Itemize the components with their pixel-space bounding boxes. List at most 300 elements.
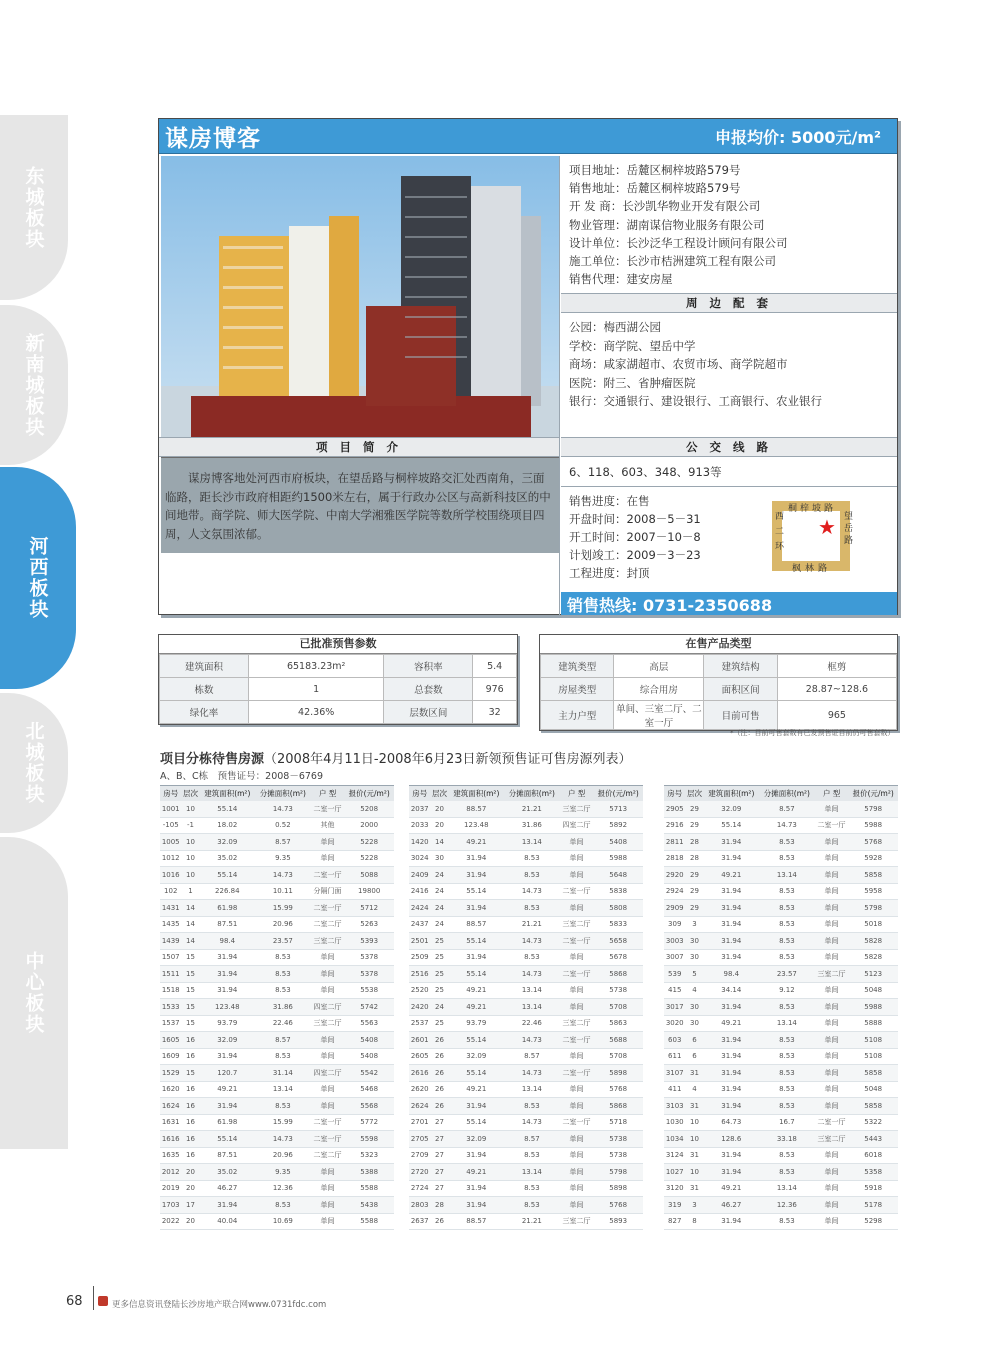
map-road-bottom: 枫林路	[792, 564, 832, 574]
tab-zhongxin[interactable]	[0, 837, 68, 1149]
table-row	[409, 1197, 643, 1214]
table-row	[409, 817, 643, 834]
param-value: 65183.23m²	[248, 655, 383, 678]
table-cell: 87.51	[200, 916, 256, 933]
table-cell: 1537	[160, 1015, 181, 1032]
table-cell: 5323	[344, 1147, 394, 1164]
table-row	[160, 867, 394, 884]
table-cell: 8.53	[255, 949, 311, 966]
table-cell: 16	[181, 1048, 199, 1065]
table-cell: 31.94	[449, 1180, 505, 1197]
table-cell: 55.14	[449, 966, 505, 983]
table-cell: 8.53	[504, 1197, 560, 1214]
table-cell: 单间	[560, 999, 594, 1016]
table-cell: 10	[181, 850, 199, 867]
table-cell: 13.14	[504, 1081, 560, 1098]
table-cell: 30	[685, 1015, 703, 1032]
table-row	[409, 1213, 643, 1230]
table-row	[664, 933, 898, 950]
table-cell: 单间	[311, 1197, 345, 1214]
table-cell: 27	[430, 1131, 448, 1148]
tab-label: 北城板块	[22, 721, 45, 805]
table-cell: 1431	[160, 900, 181, 917]
param-value: 框剪	[777, 655, 896, 678]
table-cell: 5378	[344, 966, 394, 983]
table-row	[409, 1065, 643, 1082]
param-key: 建筑类型	[541, 655, 614, 678]
table-cell: 5708	[593, 1048, 643, 1065]
project-card	[158, 118, 898, 615]
table-cell: 2818	[664, 850, 685, 867]
table-cell: 单间	[311, 949, 345, 966]
location-star-icon: ★	[818, 515, 836, 539]
table-cell: 31.94	[704, 1147, 760, 1164]
table-cell: 6018	[848, 1147, 898, 1164]
table-cell: 1027	[664, 1164, 685, 1181]
table-cell: 93.79	[200, 1015, 256, 1032]
table-cell: 3003	[664, 933, 685, 950]
table-cell: 5438	[344, 1197, 394, 1214]
table-cell: 单间	[815, 1098, 849, 1115]
footnote: *（注：目前可售套数有已发预售证目前仍可售套数）	[730, 729, 895, 737]
table-cell: 3017	[664, 999, 685, 1016]
table-cell: 2019	[160, 1180, 181, 1197]
table-row	[160, 834, 394, 851]
table-cell: 55.14	[449, 1114, 505, 1131]
table-cell: 5408	[344, 1032, 394, 1049]
table-cell: 单间	[815, 883, 849, 900]
table-cell: 2501	[409, 933, 430, 950]
table-row	[160, 801, 394, 818]
table-cell: 1533	[160, 999, 181, 1016]
table-cell: 29	[685, 867, 703, 884]
table-row	[409, 1147, 643, 1164]
table-cell: 2037	[409, 801, 430, 818]
table-cell: 14.73	[255, 867, 311, 884]
table-cell: 8.53	[759, 1098, 815, 1115]
table-row	[160, 883, 394, 900]
table-header-row	[409, 786, 643, 801]
table-cell: 单间	[560, 949, 594, 966]
table-cell: 31.94	[704, 1081, 760, 1098]
table-cell: 5048	[848, 982, 898, 999]
table-cell: 8.53	[759, 1147, 815, 1164]
listing-table-3	[664, 785, 898, 1230]
table-cell: 31.94	[449, 949, 505, 966]
table-cell: 24	[430, 999, 448, 1016]
table-cell: 23.57	[255, 933, 311, 950]
table-cell: 2509	[409, 949, 430, 966]
table-cell: 3124	[664, 1147, 685, 1164]
tab-label: 河西板块	[26, 536, 49, 620]
table-cell: 31.86	[504, 817, 560, 834]
column-header: 分摊面积(m²)	[504, 786, 560, 801]
table-cell: 13.14	[504, 982, 560, 999]
table-cell: 98.4	[704, 966, 760, 983]
tab-beicheng[interactable]	[0, 693, 68, 833]
table-row	[664, 1197, 898, 1214]
table-row	[409, 1081, 643, 1098]
column-header: 房号	[664, 786, 685, 801]
table-cell: 20	[430, 801, 448, 818]
table-cell: 49.21	[704, 1015, 760, 1032]
table-header-row	[664, 786, 898, 801]
table-cell: 8.53	[759, 1213, 815, 1230]
table-cell: 10	[685, 1114, 703, 1131]
table-row	[664, 850, 898, 867]
table-cell: 46.27	[704, 1197, 760, 1214]
table-cell: 21.21	[504, 801, 560, 818]
table-cell: 1529	[160, 1065, 181, 1082]
table-cell: 8.53	[504, 1098, 560, 1115]
table-cell: 16	[181, 1114, 199, 1131]
products-title: 在售产品类型	[540, 635, 897, 654]
table-cell: 14.73	[504, 1032, 560, 1049]
table-cell: 1635	[160, 1147, 181, 1164]
table-cell: 二室一厅	[311, 900, 345, 917]
table-row	[160, 1065, 394, 1082]
table-cell: 5958	[848, 883, 898, 900]
sales-hotline: 销售热线: 0731-2350688	[561, 592, 897, 615]
table-cell: 3024	[409, 850, 430, 867]
param-value: 28.87~128.6	[777, 678, 896, 701]
table-row	[160, 933, 394, 950]
table-cell: 49.21	[449, 999, 505, 1016]
table-row	[160, 949, 394, 966]
table-cell: 55.14	[449, 1065, 505, 1082]
table-cell: 1034	[664, 1131, 685, 1148]
table-cell: 5768	[848, 834, 898, 851]
table-row	[664, 916, 898, 933]
table-cell: 单间	[560, 982, 594, 999]
table-cell: 27	[430, 1147, 448, 1164]
table-cell: 16	[181, 1131, 199, 1148]
table-cell: 8.57	[759, 801, 815, 818]
presale-params-table	[158, 634, 518, 725]
table-cell: 8.53	[759, 949, 815, 966]
table-cell: 88.57	[449, 916, 505, 933]
table-cell: 28	[685, 834, 703, 851]
param-value: 1	[248, 678, 383, 701]
table-cell: 5358	[848, 1164, 898, 1181]
table-row	[409, 834, 643, 851]
table-cell: 5988	[848, 999, 898, 1016]
table-cell: 22.46	[255, 1015, 311, 1032]
table-cell: 单间	[815, 1032, 849, 1049]
table-row	[664, 966, 898, 983]
table-cell: 88.57	[449, 1213, 505, 1230]
table-cell: 2420	[409, 999, 430, 1016]
table-cell: 5988	[593, 850, 643, 867]
table-cell: 5598	[344, 1131, 394, 1148]
table-cell: 二室一厅	[560, 1065, 594, 1082]
table-cell: 单间	[815, 1048, 849, 1065]
table-cell: 16.7	[759, 1114, 815, 1131]
table-cell: 5928	[848, 850, 898, 867]
table-cell: 5588	[344, 1180, 394, 1197]
table-cell: 1703	[160, 1197, 181, 1214]
table-cell: 5678	[593, 949, 643, 966]
table-cell: 8.57	[504, 1131, 560, 1148]
table-cell: 6	[685, 1032, 703, 1049]
table-cell: 单间	[560, 1098, 594, 1115]
table-cell: 28	[430, 1197, 448, 1214]
table-cell: 单间	[815, 916, 849, 933]
column-header: 户 型	[815, 786, 849, 801]
table-cell: 1507	[160, 949, 181, 966]
table-cell: 31.94	[704, 834, 760, 851]
table-cell: 31.94	[704, 1098, 760, 1115]
table-cell: 单间	[815, 1081, 849, 1098]
table-cell: 611	[664, 1048, 685, 1065]
table-cell: 2033	[409, 817, 430, 834]
table-cell: 55.14	[704, 817, 760, 834]
param-key: 建筑面积	[160, 655, 249, 678]
table-row	[160, 999, 394, 1016]
table-row	[409, 1048, 643, 1065]
table-cell: 1620	[160, 1081, 181, 1098]
table-cell: 2811	[664, 834, 685, 851]
table-cell: 2701	[409, 1114, 430, 1131]
table-cell: 8.53	[759, 850, 815, 867]
table-cell: 26	[430, 1213, 448, 1230]
table-cell: 49.21	[449, 1081, 505, 1098]
table-cell: 14.73	[504, 883, 560, 900]
info-design: 设计单位：长沙泛华工程设计顾问有限公司	[569, 235, 788, 250]
table-cell: 35.02	[200, 1164, 256, 1181]
table-cell: 16	[181, 1147, 199, 1164]
table-cell: 88.57	[449, 801, 505, 818]
table-row	[160, 850, 394, 867]
table-cell: 四室二厅	[560, 817, 594, 834]
table-cell: 31.94	[704, 1048, 760, 1065]
table-row	[664, 1081, 898, 1098]
table-cell: 2409	[409, 867, 430, 884]
table-cell: 14.73	[504, 966, 560, 983]
table-row	[160, 900, 394, 917]
table-row	[664, 1032, 898, 1049]
table-cell: 309	[664, 916, 685, 933]
param-value: 976	[473, 678, 517, 701]
table-cell: 1030	[664, 1114, 685, 1131]
table-cell: 2000	[344, 817, 394, 834]
table-cell: 单间	[560, 850, 594, 867]
table-cell: 31.94	[449, 1147, 505, 1164]
table-cell: 31.94	[200, 949, 256, 966]
table-cell: 5	[685, 966, 703, 983]
table-cell: 6	[685, 1048, 703, 1065]
table-cell: 8.53	[504, 949, 560, 966]
tab-dongcheng[interactable]	[0, 115, 68, 300]
table-cell: 单间	[311, 1164, 345, 1181]
table-cell: 31.14	[255, 1065, 311, 1082]
table-row	[409, 883, 643, 900]
table-cell: 2022	[160, 1213, 181, 1230]
table-cell: 单间	[815, 1164, 849, 1181]
table-cell: 20	[181, 1213, 199, 1230]
table-cell: 8.53	[504, 1180, 560, 1197]
table-cell: 5018	[848, 916, 898, 933]
column-header: 建筑面积(m²)	[704, 786, 760, 801]
table-cell: 31.94	[704, 850, 760, 867]
param-value: 综合用房	[614, 678, 704, 701]
table-cell: 5648	[593, 867, 643, 884]
table-cell: 8.53	[504, 900, 560, 917]
table-cell: 31.94	[704, 933, 760, 950]
table-cell: 1001	[160, 801, 181, 818]
table-cell: 24	[430, 916, 448, 933]
table-cell: 三室二厅	[560, 801, 594, 818]
table-cell: 31.94	[704, 1213, 760, 1230]
table-row	[409, 933, 643, 950]
table-cell: 31.94	[200, 982, 256, 999]
table-cell: 603	[664, 1032, 685, 1049]
info-agent: 销售代理：建安房屋	[569, 272, 673, 287]
table-row	[160, 1048, 394, 1065]
table-cell: 8.53	[255, 1098, 311, 1115]
table-cell: 5868	[593, 1098, 643, 1115]
table-cell: 15	[181, 982, 199, 999]
param-value: 5.4	[473, 655, 517, 678]
bus-heading: 公 交 线 路	[561, 437, 897, 457]
table-cell: 17	[181, 1197, 199, 1214]
table-cell: 10.69	[255, 1213, 311, 1230]
map-road-right: 望岳路	[842, 511, 852, 547]
table-row	[664, 817, 898, 834]
table-cell: 二室一厅	[815, 817, 849, 834]
table-cell: 5408	[593, 834, 643, 851]
table-row	[409, 916, 643, 933]
table-cell: 26	[430, 1098, 448, 1115]
table-cell: 5833	[593, 916, 643, 933]
list-title-sub: （2008年4月11日-2008年6月23日新领预售证可售房源列表）	[264, 752, 632, 767]
table-cell: 539	[664, 966, 685, 983]
tab-hexi[interactable]	[0, 467, 76, 689]
table-cell: 32.09	[200, 1032, 256, 1049]
table-cell: 2624	[409, 1098, 430, 1115]
table-cell: 8.53	[759, 1081, 815, 1098]
table-row	[664, 1065, 898, 1082]
table-cell: 15.99	[255, 900, 311, 917]
param-key: 房屋类型	[541, 678, 614, 701]
table-cell: 2437	[409, 916, 430, 933]
table-row	[160, 678, 517, 701]
table-row	[409, 949, 643, 966]
table-cell: 单间	[815, 801, 849, 818]
table-cell: 2709	[409, 1147, 430, 1164]
table-cell: 28	[685, 850, 703, 867]
table-cell: 14.73	[504, 1065, 560, 1082]
table-cell: 单间	[560, 1164, 594, 1181]
table-cell: 411	[664, 1081, 685, 1098]
table-cell: 二室一厅	[560, 966, 594, 983]
table-cell: 5393	[344, 933, 394, 950]
table-cell: 8.53	[504, 850, 560, 867]
table-cell: 26	[430, 1032, 448, 1049]
table-cell: 5988	[848, 817, 898, 834]
table-cell: 8.53	[255, 1197, 311, 1214]
project-info-panel	[561, 156, 897, 432]
table-cell: 二室二厅	[311, 916, 345, 933]
footer-text: 更多信息资讯登陆长沙房地产联合网www.0731fdc.com	[112, 1300, 327, 1310]
table-cell: 单间	[311, 966, 345, 983]
table-cell: 30	[685, 949, 703, 966]
surround-list	[561, 313, 897, 432]
table-cell: 15	[181, 1015, 199, 1032]
table-row	[160, 1098, 394, 1115]
table-cell: 19800	[344, 883, 394, 900]
table-cell: 31.94	[704, 1065, 760, 1082]
table-cell: 26	[430, 1065, 448, 1082]
table-header-row	[160, 786, 394, 801]
surround-mall: 商场：咸家湖超市、农贸市场、商学院超市	[569, 357, 788, 372]
table-cell: 27	[430, 1114, 448, 1131]
table-cell: 1609	[160, 1048, 181, 1065]
table-cell: 5858	[848, 1098, 898, 1115]
column-header: 建筑面积(m²)	[449, 786, 505, 801]
table-cell: 5798	[593, 1164, 643, 1181]
location-map	[766, 495, 856, 575]
table-cell: 5378	[344, 949, 394, 966]
table-cell: 40.04	[200, 1213, 256, 1230]
presale-permit: A、B、C栋 预售证号：2008－6769	[160, 771, 324, 782]
listing-table-1	[160, 785, 394, 1230]
table-cell: 二室二厅	[311, 1147, 345, 1164]
table-cell: 31.94	[449, 1197, 505, 1214]
table-cell: 单间	[311, 982, 345, 999]
table-cell: 5568	[344, 1098, 394, 1115]
column-header: 层次	[430, 786, 448, 801]
table-cell: 31.94	[704, 999, 760, 1016]
table-cell: 49.21	[704, 867, 760, 884]
tab-xinnancheng[interactable]	[0, 305, 68, 465]
table-cell: 14	[181, 933, 199, 950]
table-cell: 2616	[409, 1065, 430, 1082]
table-cell: 31.94	[449, 1098, 505, 1115]
table-cell: 23.57	[759, 966, 815, 983]
table-cell: 2637	[409, 1213, 430, 1230]
table-cell: 3007	[664, 949, 685, 966]
table-cell: 单间	[815, 1213, 849, 1230]
table-cell: 5713	[593, 801, 643, 818]
table-cell: 15	[181, 949, 199, 966]
table-cell: 2916	[664, 817, 685, 834]
bus-lines: 6、118、603、348、913等	[561, 457, 897, 487]
table-row	[160, 1197, 394, 1214]
table-cell: 单间	[560, 867, 594, 884]
param-key: 绿化率	[160, 701, 249, 724]
table-cell: 22.46	[504, 1015, 560, 1032]
table-cell: 5443	[848, 1131, 898, 1148]
table-cell: 30	[685, 933, 703, 950]
table-cell: 8.53	[759, 916, 815, 933]
sale-construction-progress: 工程进度：封顶	[569, 566, 650, 580]
param-value: 32	[473, 701, 517, 724]
table-cell: 3	[685, 1197, 703, 1214]
table-cell: 31.94	[200, 1048, 256, 1065]
table-cell: 8.53	[759, 900, 815, 917]
param-value: 单间、三室二厅、二室一厅	[614, 701, 704, 730]
table-row	[409, 900, 643, 917]
table-cell: 49.21	[449, 982, 505, 999]
divider	[559, 156, 560, 615]
table-cell: 单间	[815, 1147, 849, 1164]
table-cell: 8	[685, 1213, 703, 1230]
table-cell: 31.94	[449, 900, 505, 917]
table-cell: 16	[181, 1032, 199, 1049]
table-cell: 9.35	[255, 850, 311, 867]
table-cell: 5208	[344, 801, 394, 818]
